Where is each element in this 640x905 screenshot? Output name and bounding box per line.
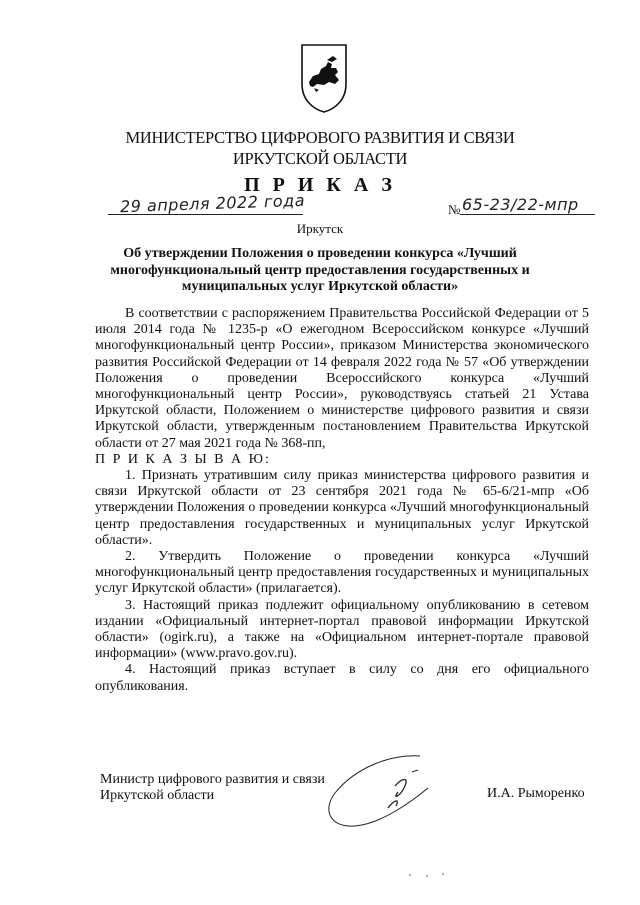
order-item-2: 2. Утвердить Положение о проведении конкурса «Лучший многофункциональный центр предоставления государственных и муниципальных услуг Иркутской области» (прилагается). [95,549,589,597]
decree-heading: П Р И К А З Ы В А Ю: [95,451,271,467]
ministry-name-line2: ИРКУТСКОЙ ОБЛАСТИ [232,149,408,168]
order-item-4: 4. Настоящий приказ вступает в силу со дня его официального опубликования. [95,662,589,694]
order-item-3: 3. Настоящий приказ подлежит официальному опубликованию в сетевом издании «Официальный интернет-портал правовой информации Иркутской области» (ogirk.ru), а также на «Официальном интернет-портале правовой информации» (www.pravo.gov.ru). [95,597,589,662]
city-name: Иркутск [296,221,344,236]
scan-marks-icon [405,870,465,880]
ministry-name-line1: МИНИСТЕРСТВО ЦИФРОВОГО РАЗВИТИЯ И СВЯЗИ [125,128,515,147]
signature-icon [300,748,470,838]
signatory-position-line2: Иркутской области [100,788,215,803]
order-title: П Р И К А З [244,174,396,196]
order-subject: Об утверждении Положения о проведении конкурса «Лучший многофункциональный центр предоставления государственных и муниципальных услуг Иркутской области» [110,246,530,294]
signatory-name: И.А. Рыморенко [487,786,585,801]
coat-of-arms-icon [299,42,349,114]
number-underline [460,214,595,215]
date-underline [108,214,303,215]
signatory-position [100,772,325,804]
order-date: 29 апреля 2022 года [119,190,306,217]
order-item-1: 1. Признать утратившим силу приказ министерства цифрового развития и связи Иркутской области от 23 сентября 2021 года № 65-6/21-мпр «Об утверждении Положения о проведении конкурса «Лучший многофункциональный центр предоставления государственных и муниципальных услуг Иркутской области». [95,468,589,548]
order-body [95,306,589,695]
order-number-label: № [448,202,461,217]
preamble-paragraph: В соответствии с распоряжением Правительства Российской Федерации от 5 июля 2014 года № 1235-р «О ежегодном Всероссийском конкурсе «Лучший многофункциональный центр России», приказом Министерства экономического развития Российской Федерации от 14 февраля 2022 года № 57 «Об утверждении Положения о проведении Всероссийского конкурса «Лучший многофункциональный центр России», руководствуясь статьей 21 Устава Иркутской области, Положением о министерстве цифрового развития и связи Иркутской области, утвержденным постановлением Правительства Иркутской области от 27 мая 2021 года № 368-пп, [95,306,589,451]
signatory-position-line1: Министр цифрового развития и связи [100,772,325,787]
order-number: 65-23/22-мпр [462,195,579,214]
